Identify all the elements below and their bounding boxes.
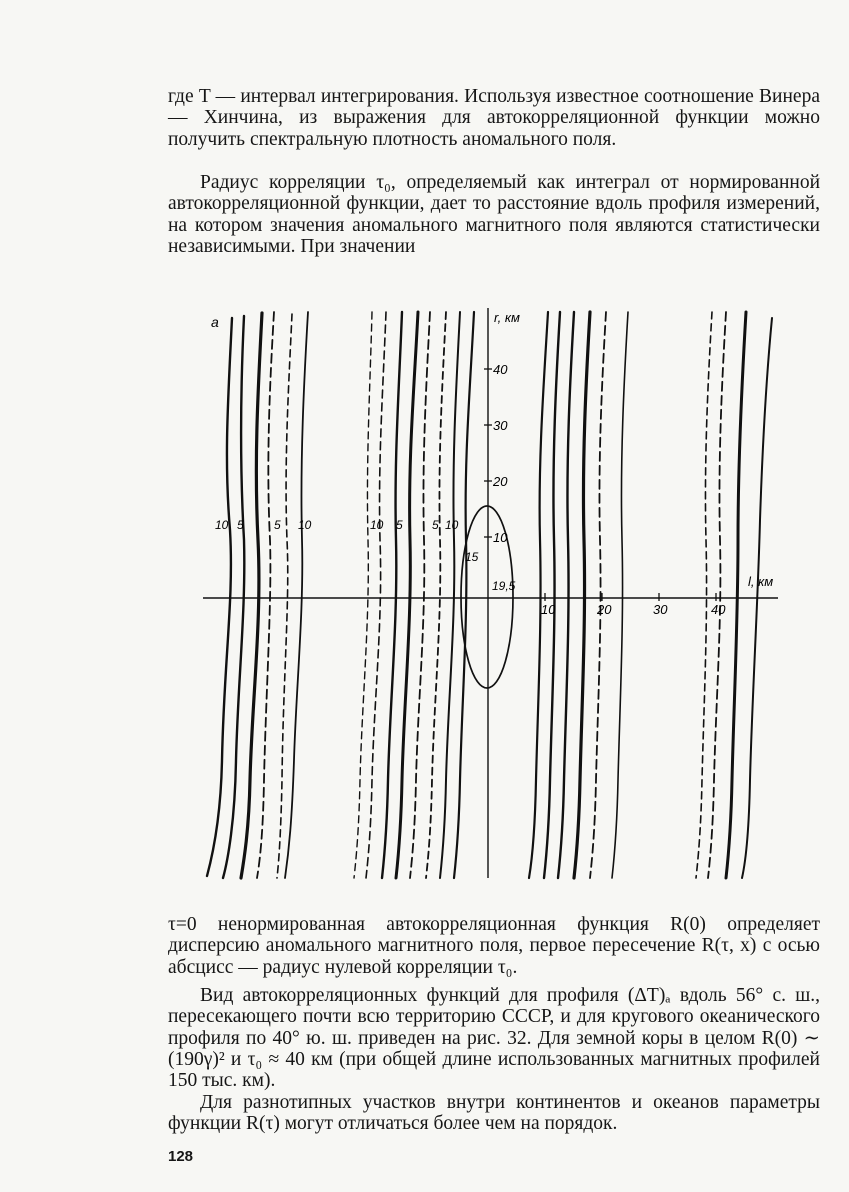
- contour-line: [590, 312, 606, 878]
- contour-label: 5: [237, 518, 244, 532]
- contour-line: [696, 312, 712, 878]
- y-tick-label: 30: [493, 418, 508, 433]
- paragraph-5: Для разнотипных участков внутри континентов и океанов параметры функции R(τ) могут отличаться более чем на порядок.: [168, 1092, 820, 1135]
- contour-label: 5: [274, 518, 281, 532]
- x-tick-label: 20: [597, 602, 612, 617]
- contour-line: [612, 312, 628, 878]
- contour-line: [726, 312, 746, 878]
- contour-line: [285, 312, 308, 878]
- contour-line: [382, 312, 402, 878]
- contour-line: [207, 318, 232, 876]
- contour-line: [440, 312, 460, 878]
- y-tick-label: 10: [493, 530, 508, 545]
- x-tick-label: 30: [653, 602, 668, 617]
- x-tick-label: 40: [711, 602, 726, 617]
- contour-line: [426, 312, 446, 878]
- contour-line: [277, 314, 292, 878]
- contour-label: 10: [445, 518, 459, 532]
- contour-line: [223, 316, 244, 878]
- paragraph-1: где T — интервал интегрирования. Используя известное соотношение Винера — Хинчина, из выражения для автокорреляционной функции можно получить спектральную плотность аномального поля.: [168, 86, 820, 150]
- contour-line: [558, 312, 574, 878]
- contour-label: 10: [298, 518, 312, 532]
- paragraph-3: τ=0 ненормированная автокорреляционная функция R(0) определяет дисперсию аномального магнитного поля, первое пересечение R(τ, x) с осью абсцисс — радиус нулевой корреляции τ₀.: [168, 914, 820, 978]
- contour-line: [454, 312, 474, 878]
- contour-label: 5: [396, 518, 403, 532]
- center-value-label: 19,5: [492, 579, 516, 593]
- x-axis-label: l, км: [748, 574, 774, 589]
- x-tick-label: 10: [541, 602, 556, 617]
- contour-line: [544, 312, 560, 878]
- paragraph-4: Вид автокорреляционных функций для профиля (ΔT)ₐ вдоль 56° с. ш., пересекающего почти всю территорию СССР, и для кругового океанического профиля по 40° ю. ш. приведен на рис. 32. Для земной коры в целом R(0) ∼ (190γ)² и τ₀ ≈ 40 км (при общей длине использованных магнитных профилей 150 тыс. км).: [168, 985, 820, 1092]
- paragraph-2: Радиус корреляции τ₀, определяемый как интеграл от нормированной автокорреляционной функции, дает то расстояние вдоль профиля измерений, на котором значения аномального магнитного поля являются статистически независимыми. При значении: [168, 172, 820, 257]
- contour-label: 5: [432, 518, 439, 532]
- y-axis-label: r, км: [494, 310, 520, 325]
- contour-line: [708, 312, 726, 878]
- contour-line: [574, 312, 590, 878]
- y-tick-label: 20: [493, 474, 508, 489]
- y-tick-label: 40: [493, 362, 508, 377]
- contour-label: 10: [370, 518, 384, 532]
- page-number: 128: [168, 1148, 194, 1165]
- contour-label: 10: [215, 518, 229, 532]
- contour-line: [354, 312, 372, 878]
- ellipse-value-label: 15: [465, 550, 479, 564]
- panel-label: a: [211, 314, 219, 330]
